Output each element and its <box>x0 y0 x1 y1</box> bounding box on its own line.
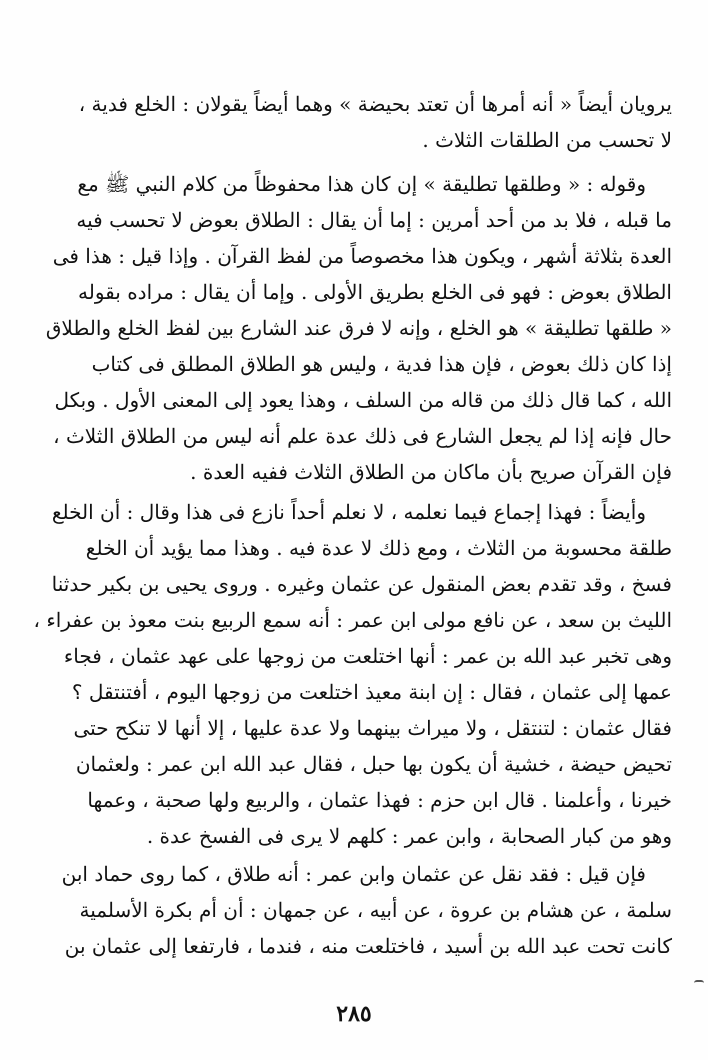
text-line: سلمة ، عن هشام بن عروة ، عن أبيه ، عن جمهان : أن أم بكرة الأسلمية <box>79 898 672 922</box>
text-line: « طلقها تطليقة » هو الخلع ، وإنه لا فرق عند الشارع بين لفظ الخلع والطلاق <box>45 316 672 340</box>
text-line: كانت تحت عبد الله بن أسيد ، فاختلعت منه ، فندما ، فارتفعا إلى عثمان بن <box>64 934 672 958</box>
text-line: خيرنا ، وأعلمنا . قال ابن حزم : فهذا عثمان ، والربيع ولها صحبة ، وعمها <box>87 788 672 812</box>
text-line: إذا كان ذلك بعوض ، فإن هذا فدية ، وليس هو الطلاق المطلق فى كتاب <box>91 352 672 376</box>
text-line: تحيض حيضة ، خشية أن يكون بها حبل ، فقال عبد الله ابن عمر : ولعثمان <box>75 752 672 776</box>
text-line: الله ، كما قال ذلك من قاله من السلف ، وهذا يعود إلى المعنى الأول . وبكل <box>54 388 672 412</box>
text-line: وأيضاً : فهذا إجماع فيما نعلمه ، لا نعلم أحداً نازع فى هذا وقال : أن الخلع <box>51 500 646 524</box>
text-line: الطلاق بعوض : فهو فى الخلع بطريق الأولى . وإما أن يقال : مراده بقوله <box>78 280 672 304</box>
text-line: فقال عثمان : لتنتقل ، ولا ميراث بينهما ولا عدة عليها ، إلا أنها لا تنكح حتى <box>73 716 672 740</box>
text-line: لا تحسب من الطلقات الثلاث . <box>422 128 672 152</box>
text-line: عمها إلى عثمان ، فقال : إن ابنة معيذ اختلعت من زوجها اليوم ، أفتنتقل ؟ <box>71 680 672 704</box>
page-number: ٢٨٥ <box>336 1001 372 1027</box>
text-line: فسخ ، وقد تقدم بعض المنقول عن عثمان وغيره . وروى يحيى بن بكير حدثنا <box>51 572 672 596</box>
text-line: العدة بثلاثة أشهر ، ويكون هذا مخصوصاً من لفظ القرآن . وإذا قيل : هذا فى <box>52 244 672 268</box>
text-line: حال فإنه إذا لم يجعل الشارع فى ذلك عدة علم أنه ليس من الطلاق الثلاث ، <box>53 424 672 448</box>
text-line: فإن قيل : فقد نقل عن عثمان وابن عمر : أنه طلاق ، كما روى حماد ابن <box>61 862 646 886</box>
paragraph-2 <box>45 166 672 490</box>
text-line: ما قبله ، فلا بد من أحد أمرين : إما أن يقال : الطلاق بعوض لا تحسب فيه <box>76 208 672 232</box>
paragraph-1 <box>78 86 672 158</box>
text-line: طلقة محسوبة من الثلاث ، ومع ذلك لا عدة فيه . وهذا مما يؤيد أن الخلع <box>85 536 672 560</box>
text-line: وقوله : « وطلقها تطليقة » إن كان هذا محفوظاً من كلام النبي ﷺ مع <box>77 172 646 196</box>
paragraph-4 <box>61 856 672 964</box>
text-line: وهى تخبر عبد الله بن عمر : أنها اختلعت من زوجها على عهد عثمان ، فجاء <box>63 644 672 668</box>
margin-mark <box>694 980 704 986</box>
paragraph-3 <box>33 494 672 854</box>
text-line: فإن القرآن صريح بأن ماكان من الطلاق الثلاث ففيه العدة . <box>190 460 672 484</box>
text-line: الليث بن سعد ، عن نافع مولى ابن عمر : أنه سمع الربيع بنت معوذ بن عفراء ، <box>33 608 672 632</box>
text-line: يرويان أيضاً « أنه أمرها أن تعتد بحيضة » وهما أيضاً يقولان : الخلع فدية ، <box>78 92 672 116</box>
text-line: وهو من كبار الصحابة ، وابن عمر : كلهم لا يرى فى الفسخ عدة . <box>146 824 672 848</box>
